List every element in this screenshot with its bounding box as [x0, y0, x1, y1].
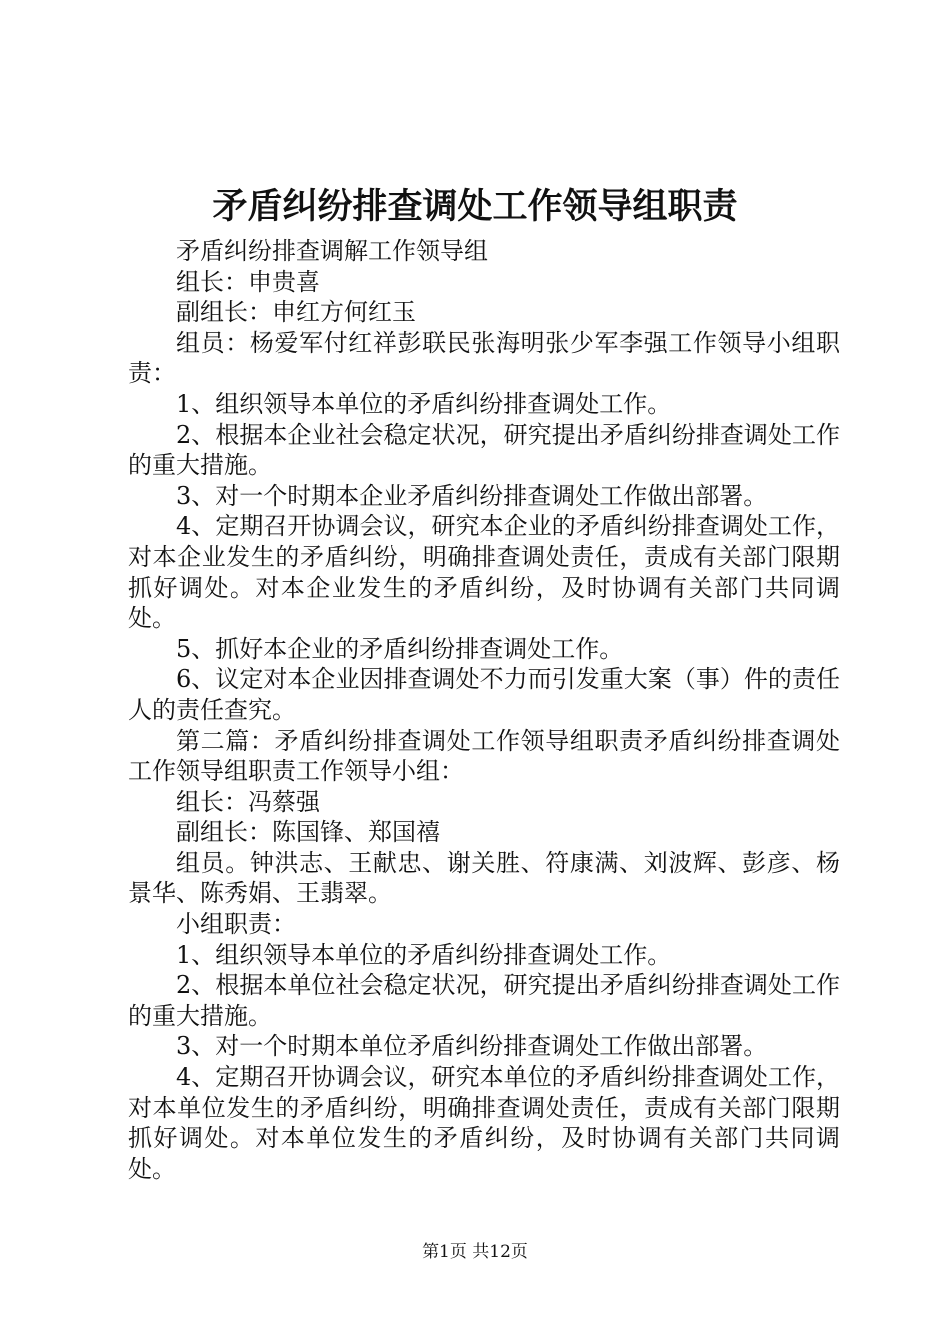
- paragraph: 3、对一个时期本单位矛盾纠纷排查调处工作做出部署。: [176, 1032, 768, 1061]
- paragraph: 组员。钟洪志、王献忠、谢关胜、符康满、刘波辉、彭彦、杨景华、陈秀娟、王翡翠。: [128, 848, 840, 908]
- paragraph: 第二篇：矛盾纠纷排查调处工作领导组职责矛盾纠纷排查调处工作领导组职责工作领导小组：: [128, 726, 840, 786]
- paragraph: 4、定期召开协调会议，研究本企业的矛盾纠纷排查调处工作，对本企业发生的矛盾纠纷，明确排查调处责任，责成有关部门限期抓好调处。对本企业发生的矛盾纠纷，及时协调有关部门共同调处。: [128, 512, 840, 633]
- page-footer: 第1页 共12页: [422, 1242, 528, 1262]
- document-body: [128, 236, 840, 1184]
- paragraph: 1、组织领导本单位的矛盾纠纷排查调处工作。: [176, 389, 672, 418]
- paragraph: 2、根据本单位社会稳定状况，研究提出矛盾纠纷排查调处工作的重大措施。: [128, 971, 840, 1030]
- paragraph: 矛盾纠纷排查调解工作领导组: [176, 237, 488, 265]
- document-title: 矛盾纠纷排查调处工作领导组职责: [212, 186, 738, 227]
- paragraph: 小组职责：: [176, 910, 296, 939]
- paragraph: 副组长：陈国锋、郑国禧: [176, 818, 440, 847]
- paragraph: 3、对一个时期本企业矛盾纠纷排查调处工作做出部署。: [176, 481, 768, 510]
- paragraph: 组长：申贵喜: [176, 267, 320, 296]
- paragraph: 组长：冯蔡强: [176, 787, 320, 816]
- paragraph: 4、定期召开协调会议，研究本单位的矛盾纠纷排查调处工作，对本单位发生的矛盾纠纷，明确排查调处责任，责成有关部门限期抓好调处。对本单位发生的矛盾纠纷，及时协调有关部门共同调处。: [128, 1063, 840, 1183]
- paragraph: 副组长：申红方何红玉: [176, 298, 416, 327]
- paragraph: 6、议定对本企业因排查调处不力而引发重大案（事）件的责任人的责任查究。: [128, 665, 840, 724]
- paragraph: 1、组织领导本单位的矛盾纠纷排查调处工作。: [176, 940, 672, 969]
- paragraph: 组员：杨爱军付红祥彭联民张海明张少军李强工作领导小组职责：: [128, 328, 840, 388]
- paragraph: 2、根据本企业社会稳定状况，研究提出矛盾纠纷排查调处工作的重大措施。: [128, 420, 840, 480]
- paragraph: 5、抓好本企业的矛盾纠纷排查调处工作。: [176, 634, 624, 663]
